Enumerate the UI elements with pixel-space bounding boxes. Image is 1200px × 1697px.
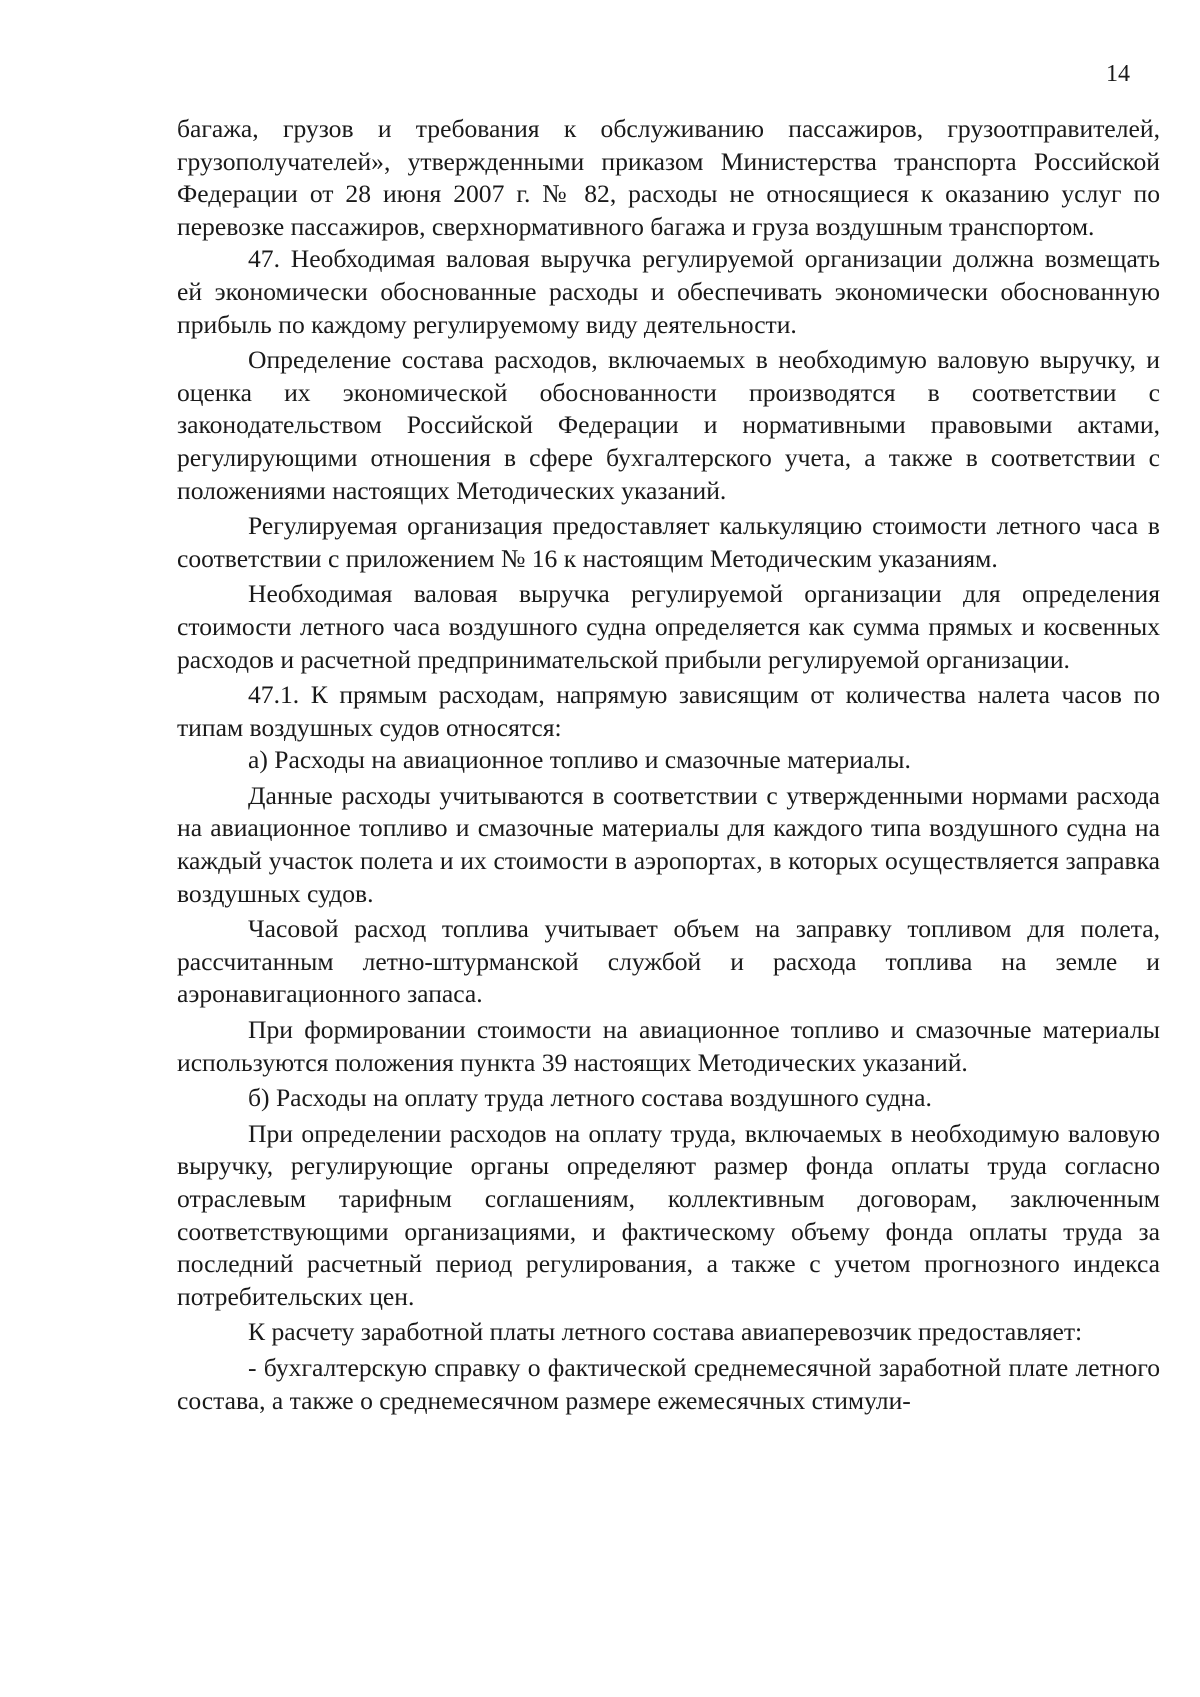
paragraph-hourly-fuel: Часовой расход топлива учитывает объем на заправку топливом для полета, рассчитанным летно-штурманской службой и расхода топлива на земле и аэронавигационного запаса. xyxy=(177,914,1160,1009)
paragraph-item-a: а) Расходы на авиационное топливо и смазочные материалы. xyxy=(248,745,911,775)
document-body xyxy=(177,113,1160,1417)
paragraph-calculation: Регулируемая организация предоставляет калькуляцию стоимости летного часа в соответствии с приложением № 16 к настоящим Методическим указаниям. xyxy=(177,511,1160,573)
paragraph-fuel-norms: Данные расходы учитываются в соответствии с утвержденными нормами расхода на авиационное топливо и смазочные материалы для каждого типа воздушного судна на каждый участок полета и их стоимости в аэропортах, в которых осуществляется заправка воздушных судов. xyxy=(177,780,1160,908)
paragraph-wages: При определении расходов на оплату труда, включаемых в необходимую валовую выручку, регулирующие органы определяют размер фонда оплаты труда согласно отраслевым тарифным соглашениям, коллективным договорам, заключенным соответствующими организациями, и фактическому объему фонда оплаты труда за последний расчетный период регулирования, а также с учетом прогнозного индекса потребительских цен. xyxy=(177,1118,1160,1311)
paragraph-fuel-cost: При формировании стоимости на авиационное топливо и смазочные материалы используются положения пункта 39 настоящих Методических указаний. xyxy=(177,1015,1160,1077)
paragraph-continuation: багажа, грузов и требования к обслуживанию пассажиров, грузоотправителей, грузополучателей», утвержденными приказом Министерства транспорта Российской Федерации от 28 июня 2007 г. № 82, расходы не относящиеся к оказанию услуг по перевозке пассажиров, сверхнормативного багажа и груза воздушным транспортом. xyxy=(177,114,1160,241)
paragraph-accounting-certificate: - бухгалтерскую справку о фактической среднемесячной заработной плате летного состава, а также о среднемесячном размере ежемесячных стимули- xyxy=(177,1352,1160,1415)
paragraph-item-b: б) Расходы на оплату труда летного состава воздушного судна. xyxy=(248,1083,932,1113)
paragraph-wage-calculation: К расчету заработной платы летного состава авиаперевозчик предоставляет: xyxy=(248,1317,1083,1347)
paragraph-expense-composition: Определение состава расходов, включаемых в необходимую валовую выручку, и оценка их экономической обоснованности производятся в соответствии с законодательством Российской Федерации и нормативными правовыми актами, регулирующими отношения в сфере бухгалтерского учета, а также в соответствии с положениями настоящих Методических указаний. xyxy=(177,345,1160,505)
page-number: 14 xyxy=(1106,61,1130,87)
paragraph-47: 47. Необходимая валовая выручка регулируемой организации должна возмещать ей экономически обоснованные расходы и обеспечивать экономически обоснованную прибыль по каждому регулируемому виду деятельности. xyxy=(177,244,1160,339)
paragraph-47-1: 47.1. К прямым расходам, напрямую зависящим от количества налета часов по типам воздушных судов относятся: xyxy=(177,680,1160,742)
paragraph-gross-revenue: Необходимая валовая выручка регулируемой организации для определения стоимости летного часа воздушного судна определяется как сумма прямых и косвенных расходов и расчетной предпринимательской прибыли регулируемой организации. xyxy=(177,579,1160,674)
